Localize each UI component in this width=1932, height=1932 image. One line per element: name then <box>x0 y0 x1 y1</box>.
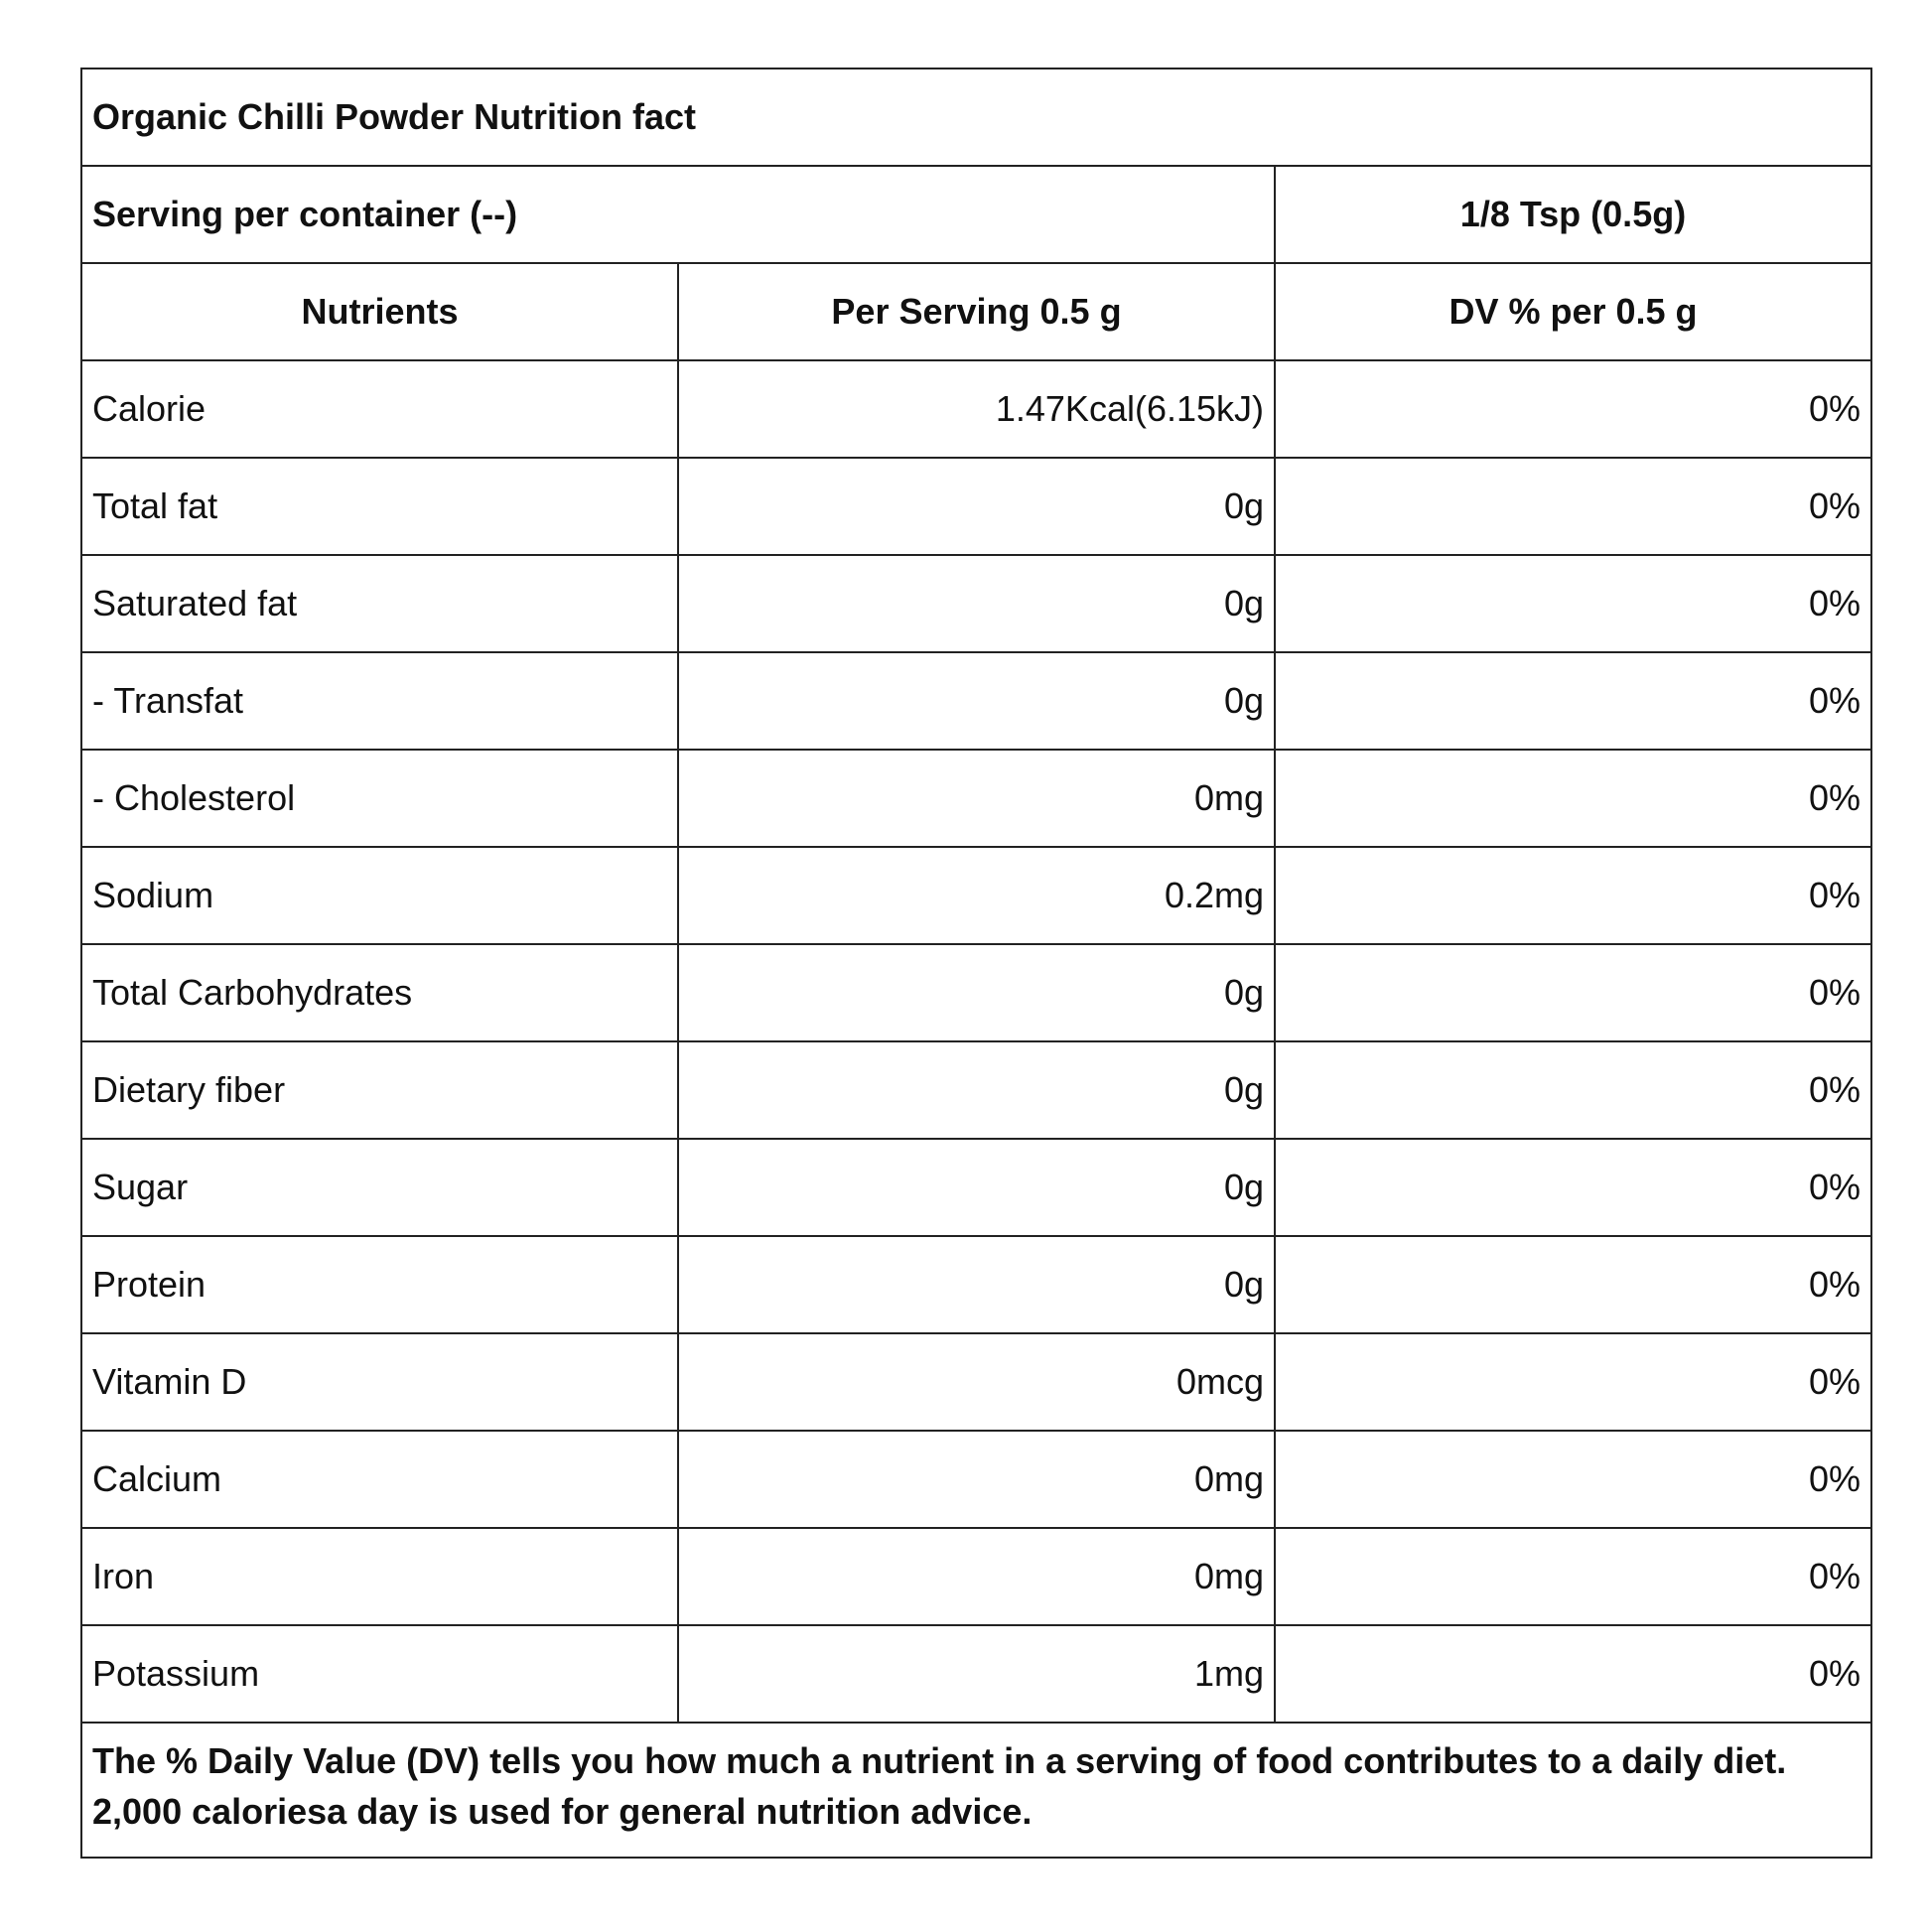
serving-size: 1/8 Tsp (0.5g) <box>1275 166 1871 263</box>
nutrient-dv: 0% <box>1275 458 1871 555</box>
nutrient-name: Calcium <box>81 1431 678 1528</box>
nutrient-name: - Cholesterol <box>81 750 678 847</box>
table-row <box>81 847 1871 944</box>
table-row <box>81 652 1871 750</box>
nutrient-amount: 0g <box>678 1041 1275 1139</box>
nutrient-name: Saturated fat <box>81 555 678 652</box>
nutrient-amount: 0mg <box>678 750 1275 847</box>
table-row <box>81 1333 1871 1431</box>
table-row <box>81 1236 1871 1333</box>
nutrition-facts-table <box>80 68 1872 1859</box>
nutrient-name: Sugar <box>81 1139 678 1236</box>
serving-label: Serving per container (--) <box>81 166 1275 263</box>
nutrient-dv: 0% <box>1275 1041 1871 1139</box>
nutrient-name: Dietary fiber <box>81 1041 678 1139</box>
nutrient-name: Sodium <box>81 847 678 944</box>
header-per-serving: Per Serving 0.5 g <box>678 263 1275 360</box>
nutrient-amount: 0mcg <box>678 1333 1275 1431</box>
table-row <box>81 1625 1871 1723</box>
nutrient-name: Total Carbohydrates <box>81 944 678 1041</box>
nutrient-dv: 0% <box>1275 555 1871 652</box>
nutrient-dv: 0% <box>1275 1431 1871 1528</box>
nutrient-dv: 0% <box>1275 750 1871 847</box>
nutrient-amount: 0g <box>678 458 1275 555</box>
nutrient-amount: 0g <box>678 555 1275 652</box>
nutrient-name: Calorie <box>81 360 678 458</box>
table-row <box>81 944 1871 1041</box>
nutrient-dv: 0% <box>1275 360 1871 458</box>
header-dv: DV % per 0.5 g <box>1275 263 1871 360</box>
nutrient-dv: 0% <box>1275 1625 1871 1723</box>
table-row <box>81 1139 1871 1236</box>
nutrient-amount: 0mg <box>678 1431 1275 1528</box>
nutrient-dv: 0% <box>1275 1139 1871 1236</box>
nutrient-amount: 0g <box>678 1236 1275 1333</box>
nutrient-name: Protein <box>81 1236 678 1333</box>
nutrient-dv: 0% <box>1275 944 1871 1041</box>
nutrient-name: Total fat <box>81 458 678 555</box>
table-row <box>81 1528 1871 1625</box>
title-row <box>81 69 1871 166</box>
serving-row <box>81 166 1871 263</box>
nutrient-amount: 0.2mg <box>678 847 1275 944</box>
nutrient-amount: 0mg <box>678 1528 1275 1625</box>
table-row <box>81 360 1871 458</box>
nutrient-name: Potassium <box>81 1625 678 1723</box>
nutrient-name: Vitamin D <box>81 1333 678 1431</box>
nutrient-dv: 0% <box>1275 847 1871 944</box>
nutrient-amount: 0g <box>678 1139 1275 1236</box>
nutrient-dv: 0% <box>1275 652 1871 750</box>
nutrient-name: Iron <box>81 1528 678 1625</box>
table-row <box>81 458 1871 555</box>
table-row <box>81 1041 1871 1139</box>
table-row <box>81 750 1871 847</box>
table-row <box>81 1431 1871 1528</box>
nutrient-dv: 0% <box>1275 1333 1871 1431</box>
nutrient-name: - Transfat <box>81 652 678 750</box>
header-nutrients: Nutrients <box>81 263 678 360</box>
nutrient-amount: 0g <box>678 652 1275 750</box>
nutrient-dv: 0% <box>1275 1528 1871 1625</box>
footnote-row <box>81 1723 1871 1858</box>
nutrient-dv: 0% <box>1275 1236 1871 1333</box>
footnote: The % Daily Value (DV) tells you how much a nutrient in a serving of food contributes to a daily diet. 2,000 caloriesa day is used for general nutrition advice. <box>81 1723 1871 1858</box>
nutrient-amount: 0g <box>678 944 1275 1041</box>
nutrient-amount: 1mg <box>678 1625 1275 1723</box>
table-title: Organic Chilli Powder Nutrition fact <box>81 69 1871 166</box>
nutrient-amount: 1.47Kcal(6.15kJ) <box>678 360 1275 458</box>
table-row <box>81 555 1871 652</box>
header-row <box>81 263 1871 360</box>
